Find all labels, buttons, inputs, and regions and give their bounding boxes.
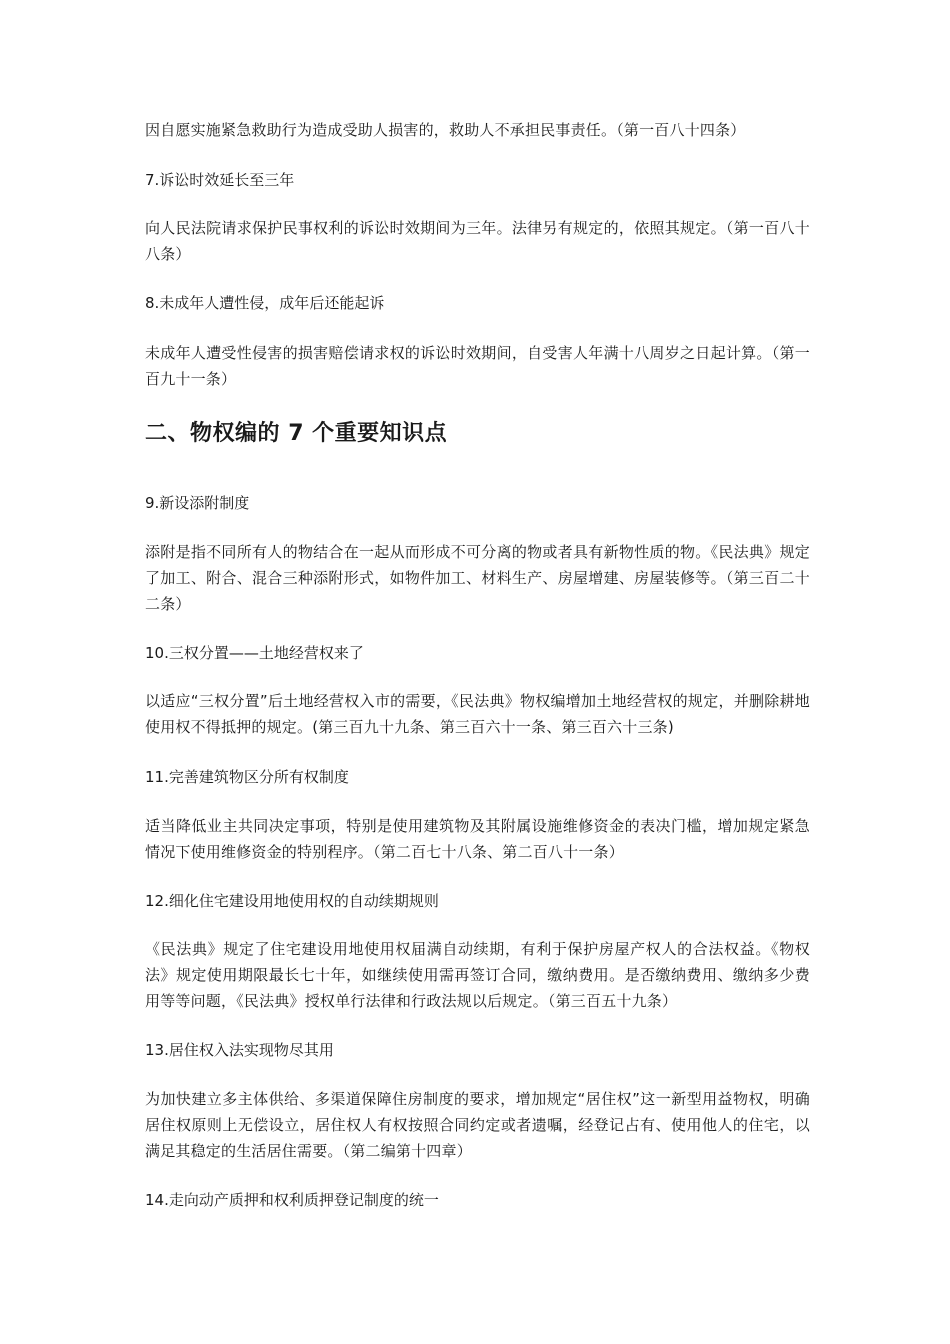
heading-item-9: 9.新设添附制度 [145,494,250,512]
paragraph-auto-renewal: 《民法典》规定了住宅建设用地使用权届满自动续期，有利于保护房屋产权人的合法权益。《物权法》规定使用期限最长七十年，如继续使用需再签订合同，缴纳费用。是否缴纳费用、缴纳多少费用等等问题，《民法典》授权单行法律和行政法规以后规定。（第三百五十九条） [145,940,810,1010]
section-title-number: 7 [288,421,304,446]
paragraph-minor-claim: 未成年人遭受性侵害的损害赔偿请求权的诉讼时效期间，自受害人年满十八周岁之日起计算。（第一百九十一条） [145,344,810,388]
section-title-property-rights [145,418,810,450]
paragraph-land-management: 以适应“三权分置”后土地经营权入市的需要，《民法典》物权编增加土地经营权的规定，并删除耕地使用权不得抵押的规定。(第三百九十九条、第三百六十一条、第三百六十三条) [145,692,810,736]
heading-item-10: 10.三权分置——土地经营权来了 [145,644,364,662]
section-title-prefix: 二、物权编的 [145,421,281,446]
paragraph-residence-right: 为加快建立多主体供给、多渠道保障住房制度的要求，增加规定“居住权”这一新型用益物权，明确居住权原则上无偿设立，居住权人有权按照合同约定或者遗嘱，经登记占有、使用他人的住宅，以满足其稳定的生活居住需要。（第二编第十四章） [145,1090,810,1160]
paragraph-limitation-period: 向人民法院请求保护民事权利的诉讼时效期间为三年。法律另有规定的，依照其规定。（第一百八十八条） [145,219,810,263]
heading-item-14: 14.走向动产质押和权利质押登记制度的统一 [145,1191,439,1209]
paragraph-accession: 添附是指不同所有人的物结合在一起从而形成不可分离的物或者具有新物性质的物。《民法典》规定了加工、附合、混合三种添附形式，如物件加工、材料生产、房屋增建、房屋装修等。（第三百二十二条） [145,543,810,613]
paragraph-building-ownership: 适当降低业主共同决定事项，特别是使用建筑物及其附属设施维修资金的表决门槛，增加规定紧急情况下使用维修资金的特别程序。（第二百七十八条、第二百八十一条） [145,817,810,861]
heading-item-13: 13.居住权入法实现物尽其用 [145,1041,334,1059]
heading-item-7: 7.诉讼时效延长至三年 [145,171,295,189]
heading-item-12: 12.细化住宅建设用地使用权的自动续期规则 [145,892,439,910]
heading-item-11: 11.完善建筑物区分所有权制度 [145,768,349,786]
paragraph-emergency-rescue: 因自愿实施紧急救助行为造成受助人损害的，救助人不承担民事责任。（第一百八十四条） [145,121,746,139]
section-title-suffix: 个重要知识点 [312,421,448,446]
heading-item-8: 8.未成年人遭性侵，成年后还能起诉 [145,294,385,312]
